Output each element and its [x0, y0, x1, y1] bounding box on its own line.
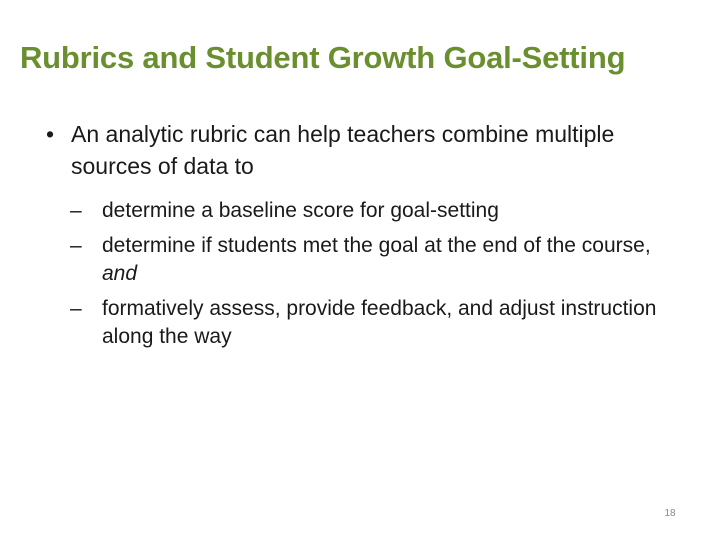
- sub-bullet-item: [70, 232, 670, 288]
- slide-body: [46, 118, 686, 358]
- page-number: 18: [664, 508, 676, 519]
- sub-bullet-list: [70, 197, 670, 351]
- sub-bullet-text: determine a baseline score for goal-setting: [102, 199, 499, 222]
- bullet-marker: •: [46, 121, 55, 147]
- dash-marker: –: [70, 234, 82, 257]
- dash-marker: –: [70, 297, 82, 320]
- sub-bullet-item: [70, 197, 670, 225]
- sub-bullet-item: [70, 295, 670, 351]
- main-bullet-text: An analytic rubric can help teachers combine multiple sources of data to: [71, 121, 615, 179]
- main-bullet: [46, 118, 686, 182]
- dash-marker: –: [70, 199, 82, 222]
- slide-title: Rubrics and Student Growth Goal-Setting: [20, 40, 626, 75]
- emphasis-text: and: [102, 262, 138, 285]
- sub-bullet-text: determine if students met the goal at the end of the course,: [102, 234, 651, 257]
- sub-bullet-text: formatively assess, provide feedback, and adjust instruction along the way: [102, 297, 657, 348]
